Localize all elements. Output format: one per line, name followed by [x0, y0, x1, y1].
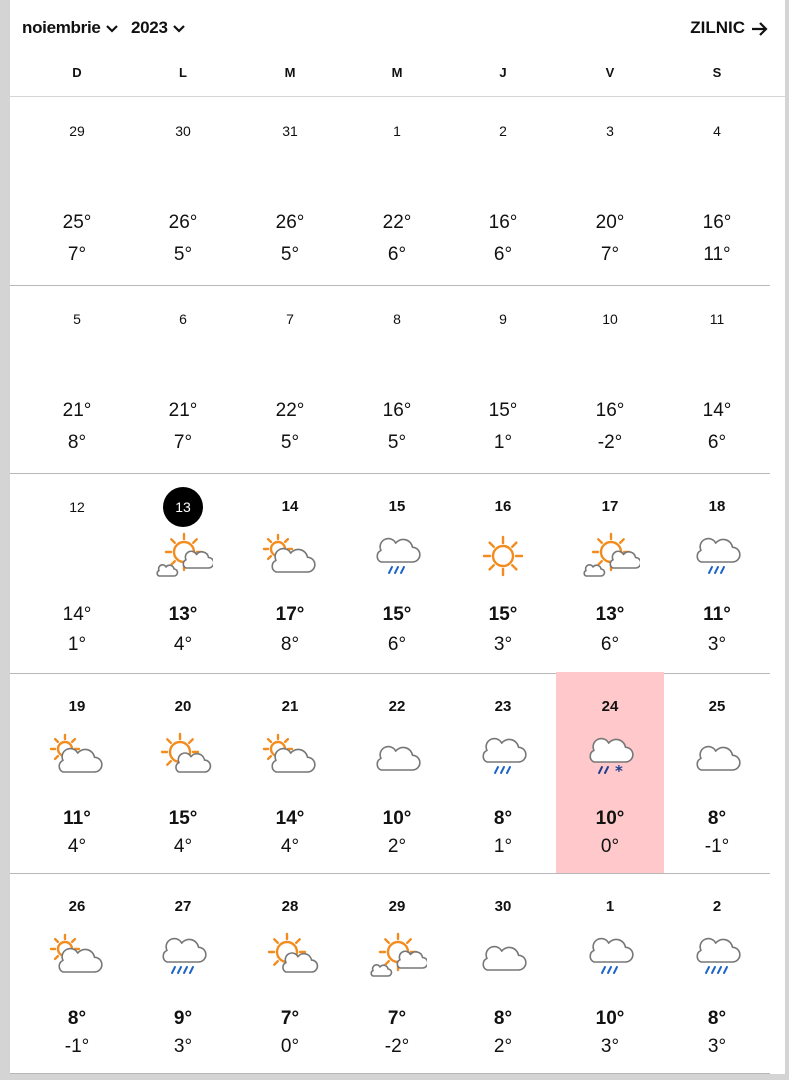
cloud-icon	[367, 732, 427, 782]
weekday-header-row	[10, 56, 785, 97]
low-temperature: -2°	[597, 432, 623, 453]
day-number: 29	[388, 898, 406, 915]
low-temperature: 1°	[493, 836, 513, 857]
low-temperature: 5°	[173, 244, 193, 265]
day-number: 10	[602, 311, 618, 327]
day-cell[interactable]	[23, 872, 131, 1074]
low-temperature: 4°	[67, 836, 87, 857]
svg-text:*: *	[615, 762, 623, 780]
day-number: 9	[499, 311, 507, 327]
low-temperature: 2°	[387, 836, 407, 857]
day-cell[interactable]	[556, 96, 664, 286]
day-cell[interactable]	[236, 872, 344, 1074]
day-cell[interactable]	[663, 472, 771, 674]
weekday-label: D	[72, 65, 82, 80]
day-cell[interactable]	[343, 96, 451, 286]
low-temperature: 11°	[703, 244, 731, 265]
weekday-label: S	[712, 65, 722, 80]
low-temperature: 3°	[707, 634, 727, 655]
day-number: 1	[393, 123, 401, 139]
high-temperature: 15°	[488, 400, 518, 421]
daily-view-link[interactable]	[690, 14, 769, 42]
low-temperature: 7°	[67, 244, 87, 265]
day-number: 20	[174, 698, 192, 715]
day-cell[interactable]	[449, 872, 557, 1074]
low-temperature: 3°	[173, 1036, 193, 1057]
low-temperature: 3°	[493, 634, 513, 655]
day-cell[interactable]	[236, 96, 344, 286]
sleet-icon	[580, 732, 640, 782]
low-temperature: 3°	[600, 1036, 620, 1057]
day-number: 31	[282, 123, 298, 139]
day-cell[interactable]	[23, 284, 131, 474]
high-temperature: 10°	[595, 1008, 625, 1029]
high-temperature: 11°	[703, 604, 731, 625]
day-cell[interactable]	[23, 672, 131, 874]
day-number: 3	[606, 123, 614, 139]
day-cell[interactable]	[23, 96, 131, 286]
day-cell[interactable]	[236, 472, 344, 674]
day-number: 16	[494, 498, 512, 515]
rain-icon	[687, 532, 747, 582]
low-temperature: 7°	[173, 432, 193, 453]
high-temperature: 13°	[168, 604, 198, 625]
sun-clouds-icon	[580, 532, 640, 582]
day-cell[interactable]	[343, 672, 451, 874]
weekday-label: L	[179, 65, 187, 80]
high-temperature: 9°	[173, 1008, 193, 1029]
daily-link-label: ZILNIC	[690, 18, 745, 37]
high-temperature: 7°	[280, 1008, 300, 1029]
sun-cloud-icon	[153, 732, 213, 782]
high-temperature: 25°	[62, 212, 92, 233]
low-temperature: 6°	[387, 244, 407, 265]
low-temperature: 2°	[493, 1036, 513, 1057]
weekday-label: M	[284, 65, 296, 80]
arrow-right-icon	[751, 21, 769, 37]
day-number: 27	[174, 898, 192, 915]
low-temperature: 7°	[600, 244, 620, 265]
high-temperature: 8°	[67, 1008, 87, 1029]
weekday-label: M	[391, 65, 403, 80]
day-number: 4	[713, 123, 721, 139]
day-cell[interactable]	[663, 672, 771, 874]
day-cell[interactable]	[663, 96, 771, 286]
day-cell[interactable]	[663, 284, 771, 474]
sun-icon	[473, 532, 533, 582]
day-number: 14	[281, 498, 299, 515]
day-cell[interactable]	[449, 96, 557, 286]
weekday-label: J	[499, 65, 507, 80]
low-temperature: 6°	[707, 432, 727, 453]
high-temperature: 7°	[387, 1008, 407, 1029]
day-cell[interactable]	[343, 872, 451, 1074]
low-temperature: 4°	[173, 634, 193, 655]
day-cell[interactable]	[129, 472, 237, 674]
day-number: 1	[605, 898, 615, 915]
high-temperature: 20°	[595, 212, 625, 233]
low-temperature: 5°	[280, 432, 300, 453]
high-temperature: 15°	[168, 808, 198, 829]
low-temperature: 1°	[493, 432, 513, 453]
high-temperature: 13°	[595, 604, 625, 625]
high-temperature: 16°	[382, 400, 412, 421]
high-temperature: 15°	[488, 604, 518, 625]
day-cell[interactable]	[129, 872, 237, 1074]
day-number: 15	[388, 498, 406, 515]
low-temperature: 8°	[280, 634, 300, 655]
high-temperature: 16°	[702, 212, 732, 233]
day-cell[interactable]	[129, 672, 237, 874]
sun-clouds-icon	[153, 532, 213, 582]
high-temperature: 17°	[275, 604, 305, 625]
day-cell[interactable]	[129, 96, 237, 286]
rain-icon	[367, 532, 427, 582]
low-temperature: 4°	[173, 836, 193, 857]
cloud-icon	[687, 732, 747, 782]
rain-icon	[580, 932, 640, 982]
chevron-down-icon	[172, 15, 186, 43]
high-temperature: 14°	[275, 808, 305, 829]
day-number: 19	[68, 698, 86, 715]
high-temperature: 8°	[493, 808, 513, 829]
day-cell[interactable]	[449, 672, 557, 874]
day-number: 11	[709, 311, 725, 327]
partly-cloudy-icon	[47, 932, 107, 982]
high-temperature: 21°	[168, 400, 198, 421]
week-row	[10, 672, 785, 874]
high-temperature: 21°	[62, 400, 92, 421]
day-cell[interactable]	[556, 672, 664, 874]
low-temperature: 0°	[600, 836, 620, 857]
high-temperature: 10°	[595, 808, 625, 829]
day-number: 21	[281, 698, 299, 715]
high-temperature: 10°	[382, 808, 412, 829]
day-cell[interactable]	[556, 284, 664, 474]
low-temperature: 6°	[387, 634, 407, 655]
day-number: 6	[179, 311, 187, 327]
sun-clouds-icon	[367, 932, 427, 982]
day-number: 17	[601, 498, 619, 515]
low-temperature: 6°	[493, 244, 513, 265]
day-number: 12	[69, 499, 85, 515]
high-temperature: 8°	[493, 1008, 513, 1029]
day-number: 30	[494, 898, 512, 915]
week-row	[10, 284, 785, 474]
high-temperature: 11°	[63, 808, 91, 829]
high-temperature: 14°	[702, 400, 732, 421]
day-cell[interactable]	[236, 672, 344, 874]
low-temperature: -2°	[384, 1036, 410, 1057]
today-day-number: 13	[163, 487, 203, 527]
low-temperature: 0°	[280, 1036, 300, 1057]
day-cell[interactable]	[343, 284, 451, 474]
day-cell[interactable]	[449, 284, 557, 474]
low-temperature: 5°	[280, 244, 300, 265]
heavy-rain-icon	[687, 932, 747, 982]
day-number: 2	[712, 898, 722, 915]
week-row	[10, 96, 785, 286]
day-number: 23	[494, 698, 512, 715]
day-cell[interactable]	[129, 284, 237, 474]
day-number: 26	[68, 898, 86, 915]
low-temperature: 8°	[67, 432, 87, 453]
sun-cloud-icon	[260, 932, 320, 982]
chevron-down-icon	[105, 15, 119, 43]
year-select[interactable]	[131, 14, 186, 42]
day-number: 5	[73, 311, 81, 327]
partly-cloudy-icon	[260, 732, 320, 782]
low-temperature: 5°	[387, 432, 407, 453]
day-number: 25	[708, 698, 726, 715]
high-temperature: 26°	[275, 212, 305, 233]
day-number: 18	[708, 498, 726, 515]
calendar-panel	[10, 0, 785, 1074]
day-number: 7	[286, 311, 294, 327]
rain-icon	[473, 732, 533, 782]
day-cell[interactable]	[449, 472, 557, 674]
low-temperature: 3°	[707, 1036, 727, 1057]
day-cell[interactable]	[23, 472, 131, 674]
calendar-header	[10, 0, 785, 56]
day-number: 8	[393, 311, 401, 327]
low-temperature: 6°	[600, 634, 620, 655]
heavy-rain-icon	[153, 932, 213, 982]
day-number: 28	[281, 898, 299, 915]
low-temperature: 1°	[67, 634, 87, 655]
low-temperature: -1°	[64, 1036, 90, 1057]
day-cell[interactable]	[236, 284, 344, 474]
day-number: 22	[388, 698, 406, 715]
high-temperature: 15°	[382, 604, 412, 625]
month-label: noiembrie	[22, 18, 101, 37]
high-temperature: 26°	[168, 212, 198, 233]
high-temperature: 22°	[275, 400, 305, 421]
high-temperature: 22°	[382, 212, 412, 233]
low-temperature: 4°	[280, 836, 300, 857]
day-number: 2	[499, 123, 507, 139]
week-row	[10, 472, 785, 674]
high-temperature: 16°	[595, 400, 625, 421]
month-select[interactable]	[22, 14, 119, 42]
high-temperature: 16°	[488, 212, 518, 233]
cloud-icon	[473, 932, 533, 982]
low-temperature: -1°	[704, 836, 730, 857]
high-temperature: 14°	[62, 604, 92, 625]
partly-cloudy-icon	[260, 532, 320, 582]
week-divider	[10, 1073, 770, 1074]
weekday-label: V	[605, 65, 615, 80]
high-temperature: 8°	[707, 1008, 727, 1029]
day-cell[interactable]	[556, 872, 664, 1074]
week-row	[10, 872, 785, 1074]
day-number: 24	[601, 698, 619, 715]
partly-cloudy-icon	[47, 732, 107, 782]
high-temperature: 8°	[707, 808, 727, 829]
day-cell[interactable]	[343, 472, 451, 674]
day-cell[interactable]	[556, 472, 664, 674]
year-label: 2023	[131, 18, 168, 37]
day-number: 29	[69, 123, 85, 139]
day-cell[interactable]	[663, 872, 771, 1074]
day-number: 30	[175, 123, 191, 139]
